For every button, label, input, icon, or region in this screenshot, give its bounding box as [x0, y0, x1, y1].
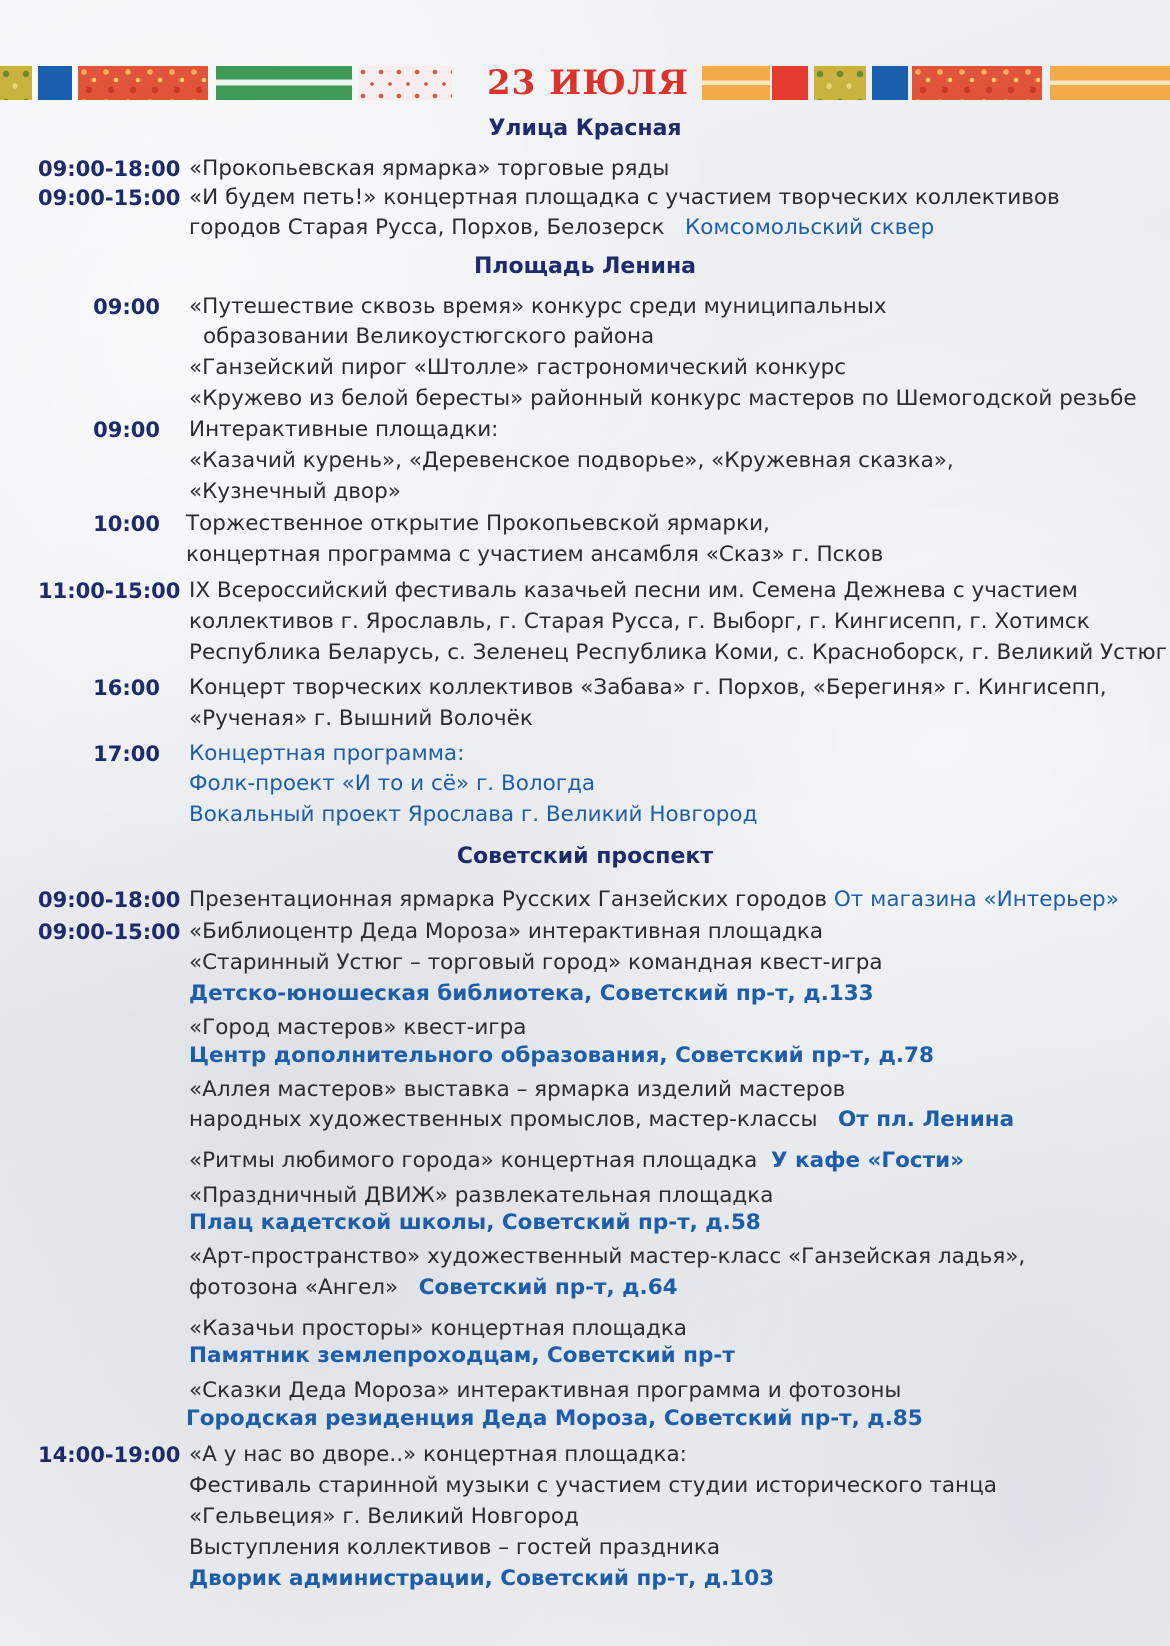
event-text: «Праздничный ДВИЖ» развлекательная площадка	[189, 1183, 774, 1208]
event-text: Республика Беларусь, с. Зеленец Республика Коми, с. Красноборск, г. Великий Устюг	[189, 640, 1167, 665]
time-label: 09:00-15:00	[38, 920, 181, 944]
time-label: 09:00	[93, 418, 160, 442]
event-text	[189, 1106, 1014, 1134]
event-text	[189, 1274, 678, 1302]
venue-label: От пл. Ленина	[837, 1107, 1015, 1132]
venue-label: У кафе «Гости»	[770, 1148, 965, 1173]
event-text: Интерактивные площадки:	[189, 417, 499, 442]
ornament-strip	[0, 66, 32, 100]
venue-label: Памятник землепроходцам, Советский пр-т	[189, 1343, 735, 1368]
venue-label: Городская резиденция Деда Мороза, Советский пр-т, д.85	[186, 1406, 923, 1431]
event-text: «Старинный Устюг – торговый город» командная квест-игра	[189, 950, 883, 975]
venue-label: Детско-юношеская библиотека, Советский пр-т, д.133	[189, 981, 874, 1006]
event-text: Концертная программа:	[189, 741, 465, 766]
ornament-strip	[358, 66, 452, 100]
event-text: «Казачьи просторы» концертная площадка	[189, 1316, 687, 1341]
event-text: IX Всероссийский фестиваль казачьей песни им. Семена Дежнева с участием	[189, 578, 1078, 603]
time-label: 09:00	[93, 295, 160, 319]
time-label: 09:00-15:00	[38, 186, 181, 210]
event-text: «Прокопьевская ярмарка» торговые ряды	[189, 156, 670, 181]
event-text	[189, 886, 1119, 914]
event-text	[189, 214, 934, 242]
ornament-strip	[702, 66, 770, 100]
event-text: Фолк-проект «И то и сё» г. Вологда	[189, 771, 596, 796]
venue-label: Комсомольский сквер	[684, 215, 935, 240]
event-text: Концерт творческих коллективов «Забава» г. Порхов, «Берегиня» г. Кингисепп,	[189, 675, 1107, 700]
event-text: «Рученая» г. Вышний Волочёк	[189, 706, 533, 731]
event-text: «Библиоцентр Деда Мороза» интерактивная площадка	[189, 919, 824, 944]
event-text: «Сказки Деда Мороза» интерактивная программа и фотозоны	[189, 1378, 902, 1403]
event-text: концертная программа с участием ансамбля «Сказ» г. Псков	[186, 542, 884, 567]
event-text: «Кузнечный двор»	[189, 479, 401, 504]
ornament-strip	[1050, 66, 1170, 100]
event-text	[189, 1147, 964, 1175]
event-text: «Кружево из белой бересты» районный конкурс мастеров по Шемогодской резьбе	[189, 386, 1137, 411]
event-text: Вокальный проект Ярослава г. Великий Новгород	[189, 802, 758, 827]
event-text: «А у нас во дворе..» концертная площадка:	[189, 1442, 687, 1467]
event-text: «Арт-пространство» художественный мастер-класс «Ганзейская ладья»,	[189, 1244, 1026, 1269]
event-text: «Гельвеция» г. Великий Новгород	[189, 1504, 579, 1529]
event-text: «Ганзейский пирог «Штолле» гастрономический конкурс	[189, 355, 847, 380]
time-label: 11:00-15:00	[38, 579, 181, 603]
time-label: 16:00	[93, 676, 160, 700]
time-label: 09:00-18:00	[38, 157, 181, 181]
event-text: образовании Великоустюгского района	[203, 324, 655, 349]
ornament-block	[872, 66, 908, 100]
header-banner	[0, 62, 1170, 104]
time-label: 10:00	[93, 512, 160, 536]
event-text: Фестиваль старинной музыки с участием студии исторического танца	[189, 1473, 997, 1498]
event-text: «Аллея мастеров» выставка – ярмарка изделий мастеров	[189, 1077, 846, 1102]
venue-label: Дворик администрации, Советский пр-т, д.103	[189, 1566, 775, 1591]
section-title: Площадь Ленина	[474, 254, 696, 279]
event-text: «Город мастеров» квест-игра	[189, 1015, 527, 1040]
time-label: 17:00	[93, 742, 160, 766]
time-label: 09:00-18:00	[38, 888, 181, 912]
ornament-block	[38, 66, 72, 100]
time-label: 14:00-19:00	[38, 1443, 181, 1467]
venue-label: Центр дополнительного образования, Советский пр-т, д.78	[189, 1043, 934, 1068]
section-title: Улица Красная	[488, 116, 682, 141]
event-text: «И будем петь!» концертная площадка с участием творческих коллективов	[189, 185, 1060, 210]
section-title: Советский проспект	[456, 844, 714, 869]
event-text-part: «Ритмы любимого города» концертная площадка	[189, 1148, 758, 1173]
ornament-strip	[78, 66, 208, 100]
event-text: «Путешествие сквозь время» конкурс среди муниципальных	[189, 294, 887, 319]
page-title: 23 ИЮЛЯ	[486, 63, 690, 103]
event-text-part: народных художественных промыслов, мастер-классы	[189, 1107, 818, 1132]
event-text: Торжественное открытие Прокопьевской ярмарки,	[186, 511, 770, 536]
event-text: коллективов г. Ярославль, г. Старая Русса, г. Выборг, г. Кингисепп, г. Хотимск	[189, 609, 1090, 634]
ornament-strip	[814, 66, 866, 100]
ornament-strip	[912, 66, 1042, 100]
ornament-strip	[216, 66, 352, 100]
event-text-part: Презентационная ярмарка Русских Ганзейских городов	[189, 887, 827, 912]
venue-label: От магазина «Интерьер»	[833, 887, 1119, 912]
event-text: Выступления коллективов – гостей праздника	[189, 1535, 721, 1560]
event-text-part: городов Старая Русса, Порхов, Белозерск	[189, 215, 665, 240]
event-text: «Казачий курень», «Деревенское подворье», «Кружевная сказка»,	[189, 448, 954, 473]
venue-label: Плац кадетской школы, Советский пр-т, д.58	[189, 1210, 761, 1235]
event-text-part: фотозона «Ангел»	[189, 1275, 399, 1300]
ornament-block	[772, 66, 808, 100]
venue-label: Советский пр-т, д.64	[418, 1275, 678, 1300]
